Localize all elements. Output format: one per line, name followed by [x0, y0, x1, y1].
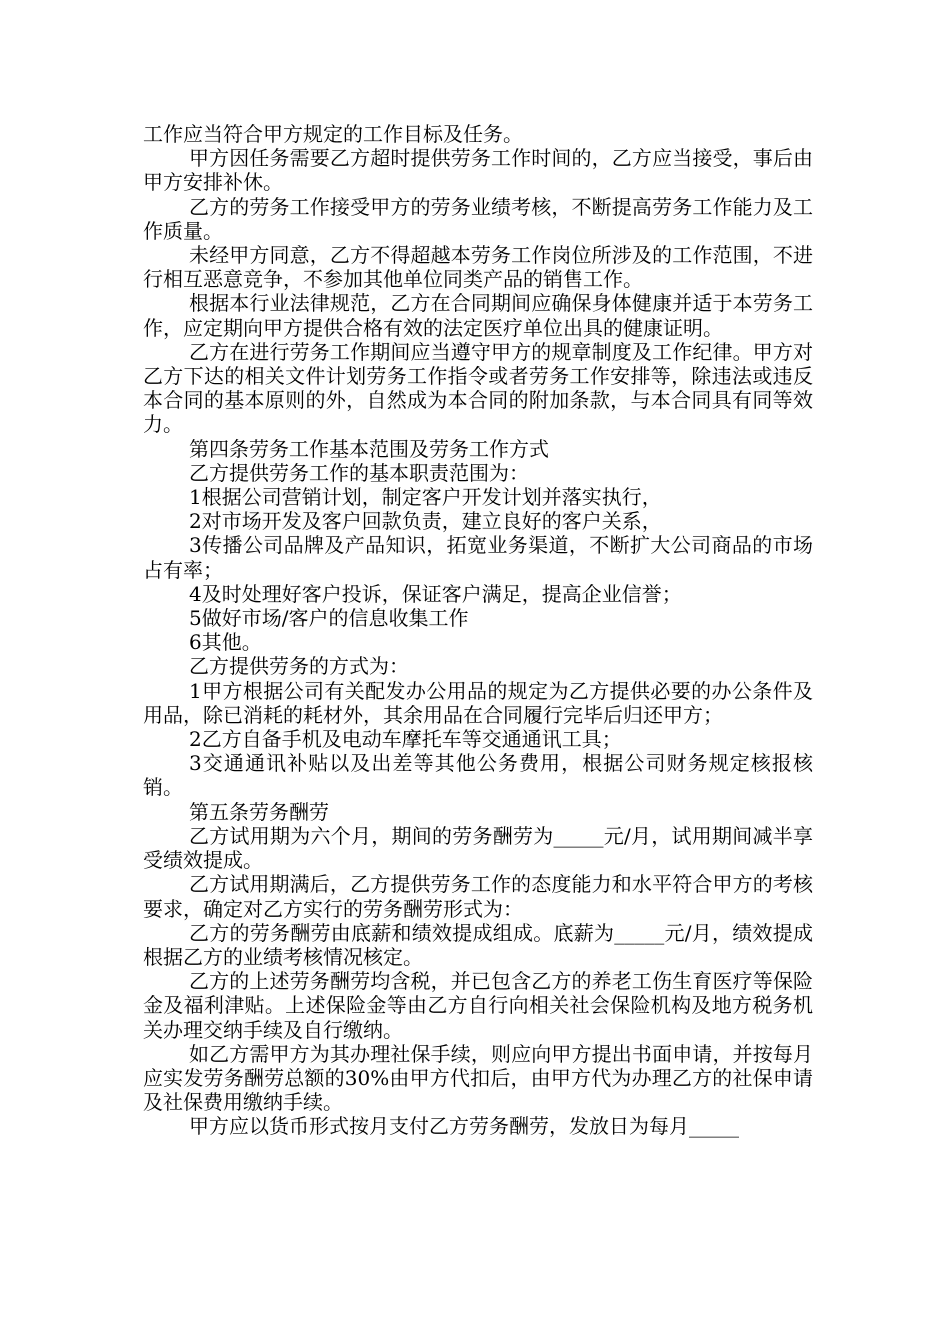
paragraph: 3传播公司品牌及产品知识，拓宽业务渠道，不断扩大公司商品的市场占有率； — [143, 533, 813, 582]
document-body — [143, 122, 813, 1139]
paragraph: 乙方的上述劳务酬劳均含税，并已包含乙方的养老工伤生育医疗等保险金及福利津贴。上述保险金等由乙方自行向相关社会保险机构及地方税务机关办理交纳手续及自行缴纳。 — [143, 969, 813, 1042]
paragraph: 甲方应以货币形式按月支付乙方劳务酬劳，发放日为每月_____ — [189, 1114, 739, 1139]
paragraph: 1根据公司营销计划，制定客户开发计划并落实执行， — [189, 485, 662, 510]
paragraph: 4及时处理好客户投诉，保证客户满足，提高企业信誉； — [189, 581, 682, 606]
paragraph: 第四条劳务工作基本范围及劳务工作方式 — [189, 436, 549, 461]
paragraph: 2乙方自备手机及电动车摩托车等交通通讯工具； — [189, 727, 622, 752]
paragraph: 乙方在进行劳务工作期间应当遵守甲方的规章制度及工作纪律。甲方对乙方下达的相关文件计划劳务工作指令或者劳务工作安排等，除违法或违反本合同的基本原则的外，自然成为本合同的附加条款，与本合同具有同等效力。 — [143, 339, 813, 437]
paragraph: 乙方试用期满后，乙方提供劳务工作的态度能力和水平符合甲方的考核要求，确定对乙方实行的劳务酬劳形式为： — [143, 872, 813, 921]
paragraph: 2对市场开发及客户回款负责，建立良好的客户关系， — [189, 509, 662, 534]
paragraph: 如乙方需甲方为其办理社保手续，则应向甲方提出书面申请，并按每月应实发劳务酬劳总额的30%由甲方代扣后，由甲方代为办理乙方的社保申请及社保费用缴纳手续。 — [143, 1041, 813, 1115]
paragraph: 乙方提供劳务工作的基本职责范围为： — [189, 460, 529, 485]
paragraph: 乙方提供劳务的方式为： — [189, 654, 409, 679]
paragraph: 乙方的劳务工作接受甲方的劳务业绩考核，不断提高劳务工作能力及工作质量。 — [143, 194, 813, 243]
paragraph: 第五条劳务酬劳 — [189, 799, 329, 824]
paragraph: 根据本行业法律规范，乙方在合同期间应确保身体健康并适于本劳务工作，应定期向甲方提供合格有效的法定医疗单位出具的健康证明。 — [143, 291, 813, 340]
paragraph: 乙方试用期为六个月，期间的劳务酬劳为_____元/月，试用期间减半享受绩效提成。 — [143, 823, 813, 873]
paragraph: 未经甲方同意，乙方不得超越本劳务工作岗位所涉及的工作范围，不进行相互恶意竞争，不参加其他单位同类产品的销售工作。 — [143, 243, 813, 292]
paragraph: 1甲方根据公司有关配发办公用品的规定为乙方提供必要的办公条件及用品，除已消耗的耗材外，其余用品在合同履行完毕后归还甲方； — [143, 678, 813, 727]
paragraph: 6其他。 — [189, 630, 262, 655]
paragraph: 乙方的劳务酬劳由底薪和绩效提成组成。底薪为_____元/月，绩效提成根据乙方的业绩考核情况核定。 — [143, 920, 813, 969]
paragraph: 5做好市场/客户的信息收集工作 — [189, 606, 469, 631]
paragraph: 工作应当符合甲方规定的工作目标及任务。 — [143, 122, 523, 146]
paragraph: 甲方因任务需要乙方超时提供劳务工作时间的，乙方应当接受，事后由甲方安排补休。 — [143, 146, 813, 195]
paragraph: 3交通通讯补贴以及出差等其他公务费用，根据公司财务规定核报核销。 — [143, 751, 813, 800]
